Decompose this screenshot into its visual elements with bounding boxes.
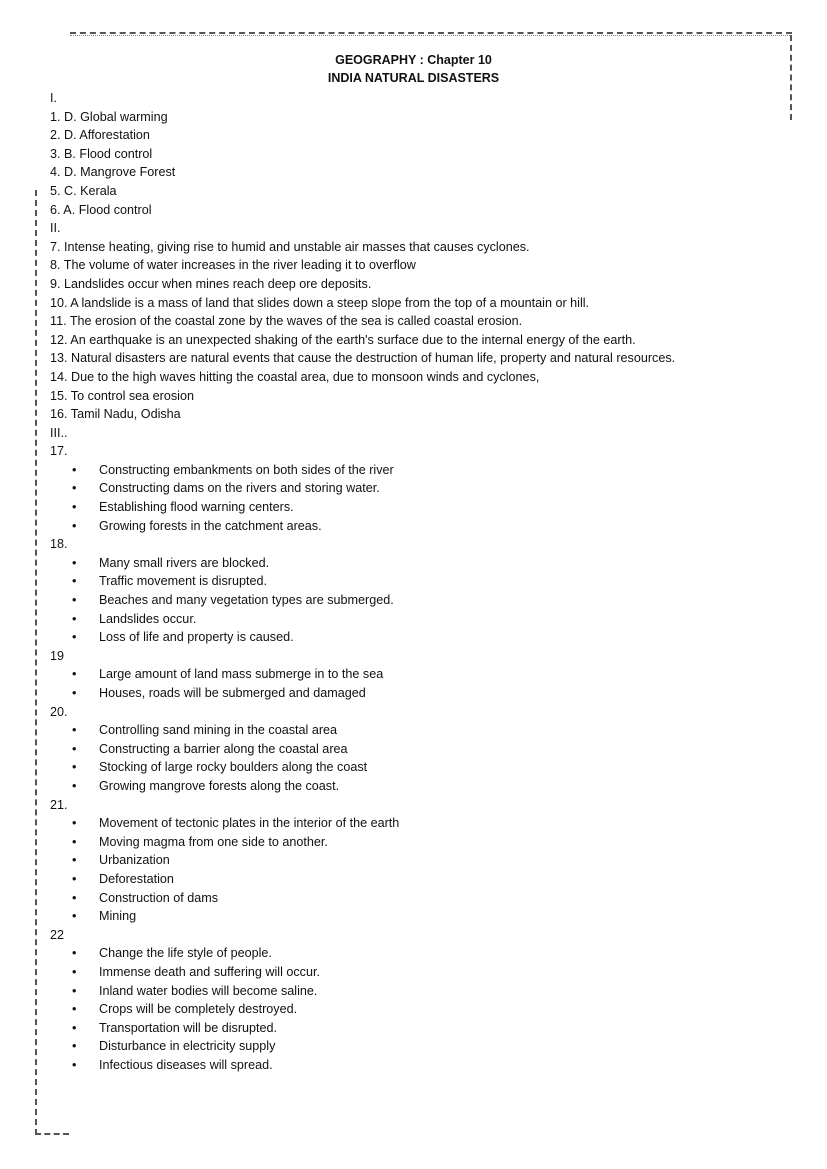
bullet-item <box>50 963 790 982</box>
page-border-bottom <box>35 1133 69 1135</box>
bullet-item <box>50 628 790 647</box>
bullet-dot-icon: • <box>72 500 77 515</box>
bullet-text: Urbanization <box>99 853 170 868</box>
bullet-dot-icon: • <box>72 946 77 961</box>
bullet-text: Construction of dams <box>99 890 218 905</box>
bullet-item <box>50 479 790 498</box>
bullet-dot-icon: • <box>72 1020 77 1035</box>
bullet-text: Constructing dams on the rivers and storing water. <box>99 481 380 496</box>
bullet-text: Constructing embankments on both sides of the river <box>99 462 394 477</box>
bullet-text: Large amount of land mass submerge in to the sea <box>99 667 384 682</box>
answer-line: 3. B. Flood control <box>50 146 153 161</box>
bullet-item <box>50 944 790 963</box>
bullet-text: Deforestation <box>99 871 174 886</box>
bullet-dot-icon: • <box>72 686 77 700</box>
bullet-list <box>50 721 790 795</box>
bullet-dot-icon: • <box>72 778 77 793</box>
bullet-text: Growing mangrove forests along the coast. <box>99 778 340 793</box>
bullet-dot-icon: • <box>72 853 77 868</box>
bullet-list <box>50 461 790 535</box>
bullet-text: Change the life style of people. <box>99 946 272 961</box>
bullet-text: Disturbance in electricity supply <box>99 1039 276 1054</box>
bullet-dot-icon: • <box>72 1057 77 1072</box>
bullet-dot-icon: • <box>72 593 77 608</box>
answer-line: 6. A. Flood control <box>50 202 152 217</box>
bullet-dot-icon: • <box>72 1002 77 1017</box>
bullet-dot-icon: • <box>72 1039 77 1054</box>
bullet-item <box>50 554 790 573</box>
bullet-dot-icon: • <box>72 834 77 849</box>
answer-line: 14. Due to the high waves hitting the coastal area, due to monsoon winds and cyclones, <box>50 369 540 384</box>
answer-line: 10. A landslide is a mass of land that slides down a steep slope from the top of a mountain or hill. <box>50 295 590 310</box>
bullet-text: Mining <box>99 909 137 924</box>
bullet-item <box>50 684 790 703</box>
question-number: 18. <box>50 537 68 552</box>
bullet-item <box>50 665 790 684</box>
answer-line: 9. Landslides occur when mines reach deep ore deposits. <box>50 276 372 291</box>
bullet-text: Infectious diseases will spread. <box>99 1057 273 1072</box>
bullet-text: Loss of life and property is caused. <box>99 630 294 645</box>
bullet-text: Controlling sand mining in the coastal area <box>99 723 338 738</box>
bullet-item <box>50 870 790 889</box>
bullet-item <box>50 777 790 796</box>
answer-line: 15. To control sea erosion <box>50 388 194 403</box>
bullet-item <box>50 517 790 536</box>
answer-line: 12. An earthquake is an unexpected shaking of the earth's surface due to the internal energy of the earth. <box>50 332 636 347</box>
section-i-answers <box>50 108 790 220</box>
answer-line: 4. D. Mangrove Forest <box>50 165 176 180</box>
bullet-item <box>50 833 790 852</box>
question-number: 17. <box>50 444 68 459</box>
bullet-item <box>50 498 790 517</box>
bullet-text: Movement of tectonic plates in the interior of the earth <box>99 816 400 831</box>
bullet-text: Crops will be completely destroyed. <box>99 1002 298 1017</box>
bullet-item <box>50 814 790 833</box>
bullet-dot-icon: • <box>72 816 77 831</box>
bullet-dot-icon: • <box>72 667 77 682</box>
bullet-item <box>50 889 790 908</box>
section-label: III.. <box>50 425 68 440</box>
bullet-text: Growing forests in the catchment areas. <box>99 518 322 533</box>
bullet-item <box>50 1037 790 1056</box>
page-title: GEOGRAPHY : Chapter 10 <box>335 53 492 67</box>
answer-line: 8. The volume of water increases in the river leading it to overflow <box>50 258 416 273</box>
bullet-list <box>50 944 790 1074</box>
bullet-dot-icon: • <box>72 909 77 924</box>
answer-line: 1. D. Global warming <box>50 109 168 124</box>
bullet-dot-icon: • <box>72 760 77 775</box>
bullet-dot-icon: • <box>72 871 77 886</box>
bullet-item <box>50 907 790 926</box>
bullet-dot-icon: • <box>72 630 77 645</box>
bullet-text: Establishing flood warning centers. <box>99 500 294 515</box>
bullet-item <box>50 721 790 740</box>
bullet-item <box>50 461 790 480</box>
bullet-item <box>50 591 790 610</box>
bullet-text: Transportation will be disrupted. <box>99 1020 278 1035</box>
bullet-dot-icon: • <box>72 574 77 589</box>
page-subtitle: INDIA NATURAL DISASTERS <box>327 71 500 85</box>
bullet-text: Many small rivers are blocked. <box>99 555 270 570</box>
bullet-dot-icon: • <box>72 555 77 570</box>
bullet-text: Landslides occur. <box>99 611 197 626</box>
bullet-text: Stocking of large rocky boulders along the coast <box>99 760 368 775</box>
bullet-list <box>50 665 790 702</box>
answer-line: 11. The erosion of the coastal zone by the waves of the sea is called coastal erosion. <box>50 314 523 329</box>
section-iii-answers <box>50 442 790 1074</box>
bullet-dot-icon: • <box>72 741 77 756</box>
bullet-dot-icon: • <box>72 723 77 738</box>
page-border-top-inner <box>70 35 792 36</box>
bullet-dot-icon: • <box>72 518 77 533</box>
bullet-text: Moving magma from one side to another. <box>99 834 328 849</box>
section-label: I. <box>50 91 57 105</box>
answer-line: 2. D. Afforestation <box>50 128 150 143</box>
question-number: 20. <box>50 704 68 719</box>
bullet-text: Constructing a barrier along the coastal area <box>99 741 348 756</box>
section-ii-answers <box>50 238 790 424</box>
bullet-text: Beaches and many vegetation types are submerged. <box>99 593 394 608</box>
answer-line: 7. Intense heating, giving rise to humid and unstable air masses that causes cyclones. <box>50 239 530 254</box>
bullet-dot-icon: • <box>72 983 77 998</box>
question-number: 22 <box>50 927 65 942</box>
page-border-left <box>35 190 37 1135</box>
bullet-text: Traffic movement is disrupted. <box>99 574 267 589</box>
bullet-text: Inland water bodies will become saline. <box>99 983 318 998</box>
bullet-text: Immense death and suffering will occur. <box>99 964 320 979</box>
answer-content <box>50 89 790 1074</box>
answer-line: 13. Natural disasters are natural events that cause the destruction of human life, property and natural resources. <box>50 351 676 366</box>
bullet-item <box>50 982 790 1001</box>
section-label: II. <box>50 221 61 236</box>
bullet-dot-icon: • <box>72 481 77 496</box>
question-number: 21. <box>50 797 68 812</box>
answer-line: 16. Tamil Nadu, Odisha <box>50 407 181 422</box>
bullet-item <box>50 1056 790 1075</box>
bullet-text: Houses, roads will be submerged and damaged <box>99 686 366 700</box>
bullet-item <box>50 1000 790 1019</box>
bullet-item <box>50 572 790 591</box>
page-border-top <box>70 32 792 34</box>
question-number: 19 <box>50 648 65 663</box>
bullet-item <box>50 740 790 759</box>
bullet-list <box>50 554 790 647</box>
bullet-dot-icon: • <box>72 890 77 905</box>
bullet-item <box>50 1019 790 1038</box>
bullet-item <box>50 610 790 629</box>
bullet-dot-icon: • <box>72 462 77 477</box>
bullet-dot-icon: • <box>72 964 77 979</box>
bullet-list <box>50 814 790 926</box>
bullet-item <box>50 851 790 870</box>
bullet-dot-icon: • <box>72 611 77 626</box>
answer-line: 5. C. Kerala <box>50 183 117 198</box>
bullet-item <box>50 758 790 777</box>
